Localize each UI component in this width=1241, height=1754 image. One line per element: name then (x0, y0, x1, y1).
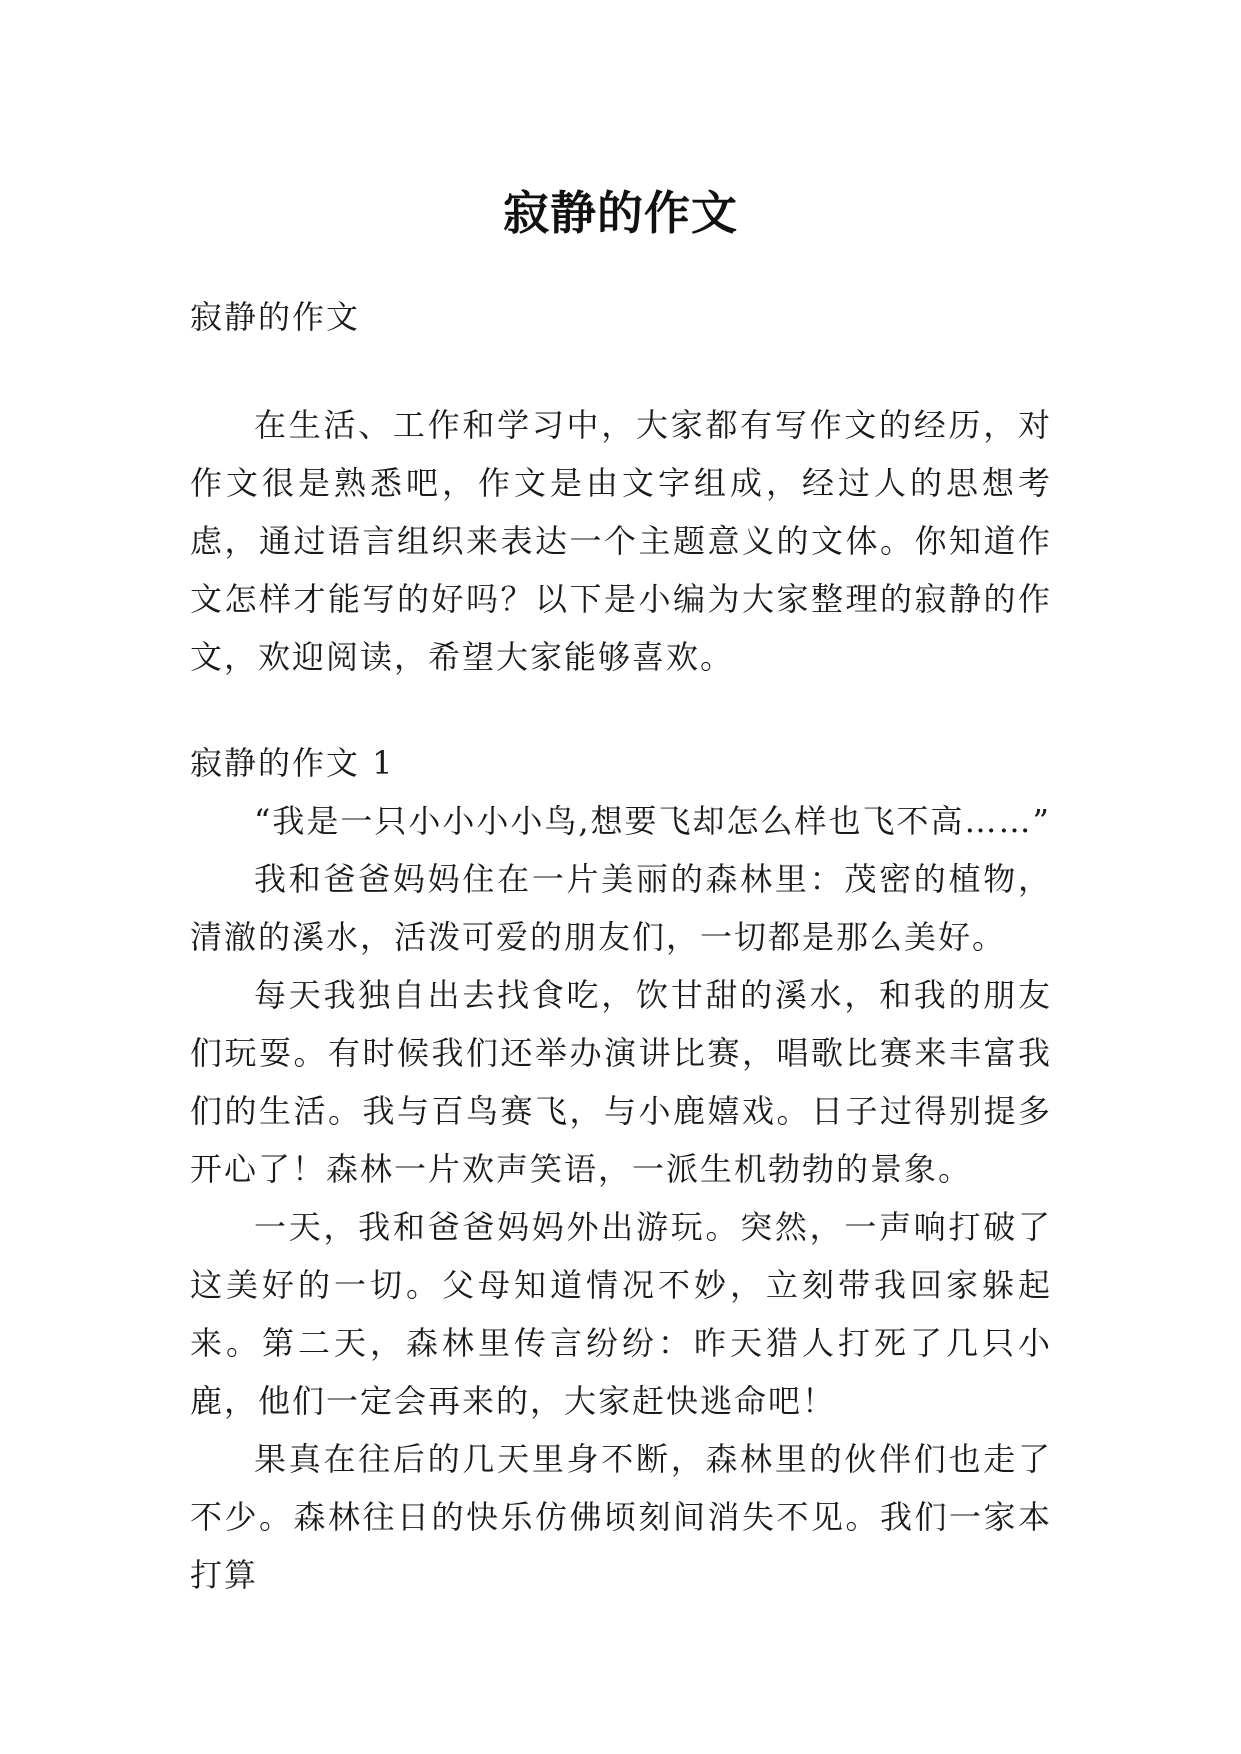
section-heading: 寂静的作文 1 (190, 744, 395, 782)
document-body (190, 288, 1052, 1604)
spacer (190, 346, 1052, 396)
subtitle: 寂静的作文 (190, 298, 361, 336)
intro-paragraph: 在生活、工作和学习中，大家都有写作文的经历，对作文很是熟悉吧，作文是由文字组成，经过人的思想考虑，通过语言组织来表达一个主题意义的文体。你知道作文怎样才能写的好吗？以下是小编为大家整理的寂静的作文，欢迎阅读，希望大家能够喜欢。 (190, 406, 1052, 676)
body-paragraph: 每天我独自出去找食吃，饮甘甜的溪水，和我的朋友们玩耍。有时候我们还举办演讲比赛，唱歌比赛来丰富我们的生活。我与百鸟赛飞，与小鹿嬉戏。日子过得别提多开心了！森林一片欢声笑语，一派生机勃勃的景象。 (190, 976, 1052, 1188)
document-title: 寂静的作文 (503, 185, 738, 240)
spacer (190, 686, 1052, 734)
body-paragraph: 果真在往后的几天里身不断，森林里的伙伴们也走了不少。森林往日的快乐仿佛顷刻间消失不见。我们一家本打算 (190, 1440, 1052, 1594)
body-paragraph: 一天，我和爸爸妈妈外出游玩。突然，一声响打破了这美好的一切。父母知道情况不妙，立刻带我回家躲起来。第二天，森林里传言纷纷：昨天猎人打死了几只小鹿，他们一定会再来的，大家赶快逃命吧！ (190, 1208, 1052, 1420)
body-paragraph: “我是一只小小小小鸟,想要飞却怎么样也飞不高……” (254, 802, 1051, 840)
body-paragraph: 我和爸爸妈妈住在一片美丽的森林里：茂密的植物，清澈的溪水，活泼可爱的朋友们，一切都是那么美好。 (190, 860, 1052, 956)
